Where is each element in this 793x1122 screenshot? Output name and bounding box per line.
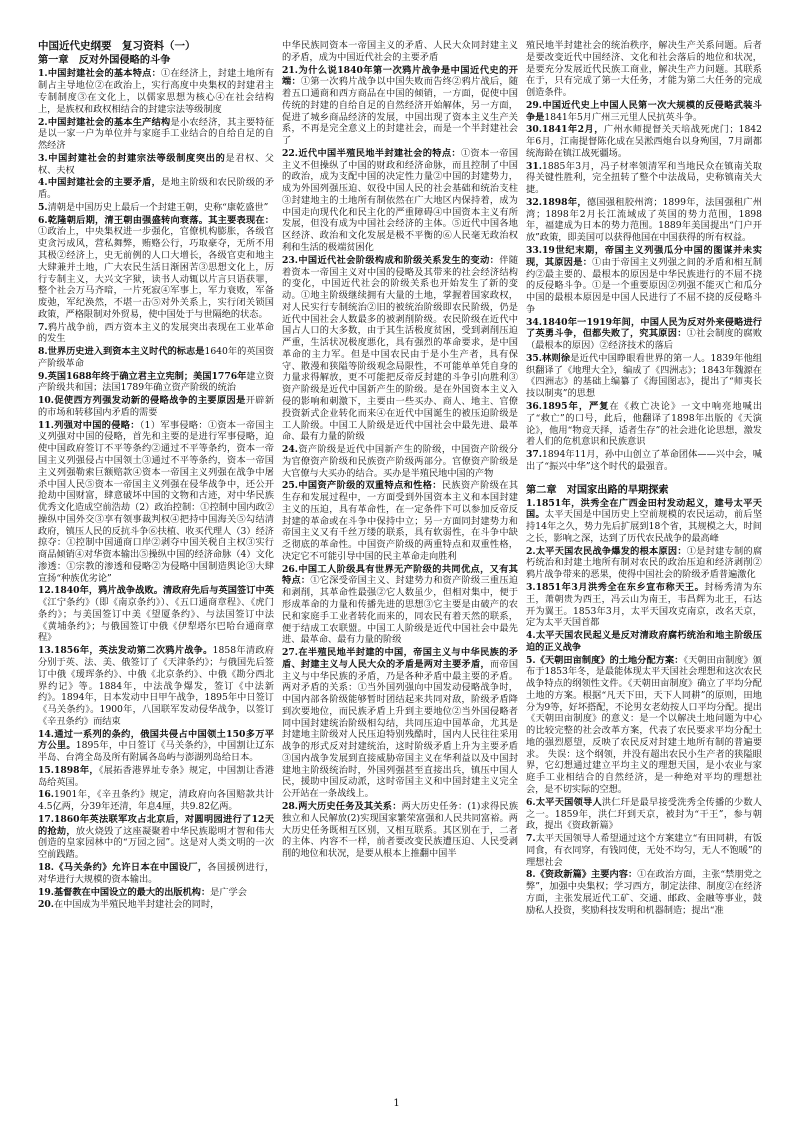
paragraph-heading: 9.英国1688年终于确立君主立宪制；美国1776年 bbox=[38, 370, 247, 382]
paragraph-heading: 30.1841年2月， bbox=[526, 124, 604, 136]
paragraph-text: 广州水师提督关天培战死虎门；1842年6月，江南提督陈化成在吴淞西炮台以身殉国，7月副都统海龄在镇江战死疆场。 bbox=[526, 124, 762, 159]
paragraph-heading: 27.在半殖民地半封建的中国，帝国主义与中华民族的矛盾、封建主义与人民大众的矛盾是两对主要矛盾， bbox=[282, 647, 518, 670]
column-2-body bbox=[282, 40, 518, 860]
paragraph-text: ①在经济上，封建土地所有制占主导地位②在政治上，实行高度中央集权的封建君主专制制度③在文化上，以儒家思想为核心④在社会结构上，是族权和政权相结合的封建宗法等级制度 bbox=[38, 68, 274, 115]
paragraph-heading: 25.中国资产阶级的双重特点和性格： bbox=[282, 480, 442, 492]
paragraph-heading: 2.太平天国农民战争爆发的根本原因： bbox=[526, 545, 687, 557]
paragraph bbox=[38, 814, 274, 861]
paragraph bbox=[526, 498, 762, 545]
paragraph-text: 资产阶级是近代中国新产生的阶级，中国资产阶级分为官僚资产阶级和民族资产阶级两部分。官僚资产阶级是大官僚与大买办的结合。买办是半殖民地中国的产物 bbox=[282, 444, 518, 479]
paragraph-text: 封杨秀清为东王，萧朝贵为西王，冯云山为南王，韦昌辉为北王，石达开为翼王。1853年3月，太平天国攻克南京，改名天京，定为太平天国首都 bbox=[526, 581, 762, 629]
column-2 bbox=[282, 40, 518, 1090]
paragraph-heading: 31. bbox=[526, 160, 542, 172]
paragraph bbox=[526, 582, 762, 629]
paragraph-text: 是广学会 bbox=[210, 886, 247, 898]
paragraph-text: ①政治上，中央集权进一步强化，官僚机构膨胀，各级官吏贪污成风，营私舞弊，贿赂公行，巧取豪夺，无所不用其极②经济上，史无前例的人口大增长，各级官吏和地主大肆兼并土地，广大农民生活日渐困苦③思想文化上，厉行专制主义，大兴文字狱，读书人动辄以片言只语获罪，整个社会万马齐喑，一片死寂④军事上，军力衰败，军备废弛，军纪涣然，不堪一击⑤对外关系上，实行闭关锁国政策，严格限制对外贸易，使中国处于与世隔绝的状态。 bbox=[38, 226, 274, 320]
paragraph-heading: 32.1898年， bbox=[526, 196, 587, 208]
paragraph-heading: 20. bbox=[38, 899, 54, 911]
paragraph bbox=[526, 546, 762, 581]
paragraph-heading: 8.世界历史进入到资本主义时代的标志是 bbox=[38, 346, 205, 358]
section-gap bbox=[526, 474, 762, 484]
column-3 bbox=[526, 40, 762, 1090]
paragraph-heading: 16. bbox=[38, 789, 54, 801]
column-3-body bbox=[526, 40, 762, 916]
paragraph-heading: 24. bbox=[282, 444, 298, 456]
paragraph-heading: 17.1860年英法联军攻占北京后，对圆明园进行了12天的抢劫， bbox=[38, 813, 274, 837]
paragraph bbox=[282, 480, 518, 562]
paragraph bbox=[526, 197, 762, 244]
paragraph bbox=[38, 899, 274, 911]
paragraph bbox=[38, 645, 274, 727]
paragraph-text: 1885年3月，冯子材率领清军和当地民众在镇南关取得关键性胜利，完全扭转了整个中法战局，史称镇南关大捷。 bbox=[526, 160, 762, 196]
paragraph-heading: 37. bbox=[526, 449, 542, 461]
paragraph bbox=[38, 202, 274, 214]
paragraph-text: 在《救亡决论》一文中响亮地喊出了“救亡”的口号，此后，他翻译了1898年出版的《天演论》，他用“物竞天择，适者生存”的社会进化论思想，激发着人们的危机意识和民族意识 bbox=[526, 400, 762, 448]
paragraph bbox=[38, 862, 274, 886]
paragraph bbox=[282, 148, 518, 254]
paragraph-text: ①是封建专制的腐朽统治和封建土地所有制对农民的政治压迫和经济剥削②鸦片战争带来的恶果，使得中国社会的阶级矛盾普遍激化 bbox=[526, 545, 762, 581]
document-title: 中国近代史纲要 复习资料（一） bbox=[38, 40, 196, 52]
paragraph-text: 建立资产阶级共和国；法国1789年确立资产阶级的统治 bbox=[38, 370, 274, 394]
paragraph-heading: 26.中国工人阶级具有世界无产阶级的共同优点，又有其特点： bbox=[282, 563, 518, 587]
paragraph-heading: 12.1840年，鸦片战争战败。清政府先后与英国签订中英 bbox=[38, 585, 274, 597]
paragraph bbox=[526, 655, 762, 796]
paragraph-text: 而帝国主义与中华民族的矛盾，乃是各种矛盾中最主要的矛盾。两对矛盾的关系：①当外国列强向中国发动侵略战争时，中国内部各阶级能够暂时团结起来共同对敌，阶级矛盾降到次要地位，而民族矛盾上升到主要地位②当外国侵略者同中国封建统治阶级相勾结，共同压迫中国革命，尤其是封建地主阶级对人民压迫特别残酷时，国内人民往往采用战争的形式反对封建统治，这时阶级矛盾上升为主要矛盾③国内战争发展到直接威胁帝国主义在华利益以及中国封建地主阶级统治时，外国列强甚至直接出兵，镇压中国人民，援助中国反动派，这时帝国主义和中国封建主义完全公开站在一条战线上。 bbox=[282, 658, 518, 800]
paragraph-text: 开辟新的市场和转移国内矛盾的需要 bbox=[38, 395, 274, 418]
paragraph-text: 是君权、父权、夫权 bbox=[38, 152, 274, 176]
paragraph bbox=[282, 444, 518, 479]
paragraph-heading: 2.中国封建社会的基本生产结构 bbox=[38, 116, 171, 128]
paragraph-heading: 35.林则徐 bbox=[526, 352, 571, 364]
paragraph-heading: 7. bbox=[526, 833, 536, 845]
column-1-body bbox=[38, 68, 274, 911]
paragraph-heading: 28.两大历史任务及其关系： bbox=[282, 801, 402, 812]
paragraph-heading: 4.中国封建社会的主要矛盾， bbox=[38, 177, 162, 189]
paragraph-heading: 1.中国封建社会的基本特点： bbox=[38, 68, 162, 80]
paragraph bbox=[526, 40, 762, 99]
paragraph bbox=[38, 215, 274, 321]
paragraph-text: 殖民地半封建社会的统治秩序，解决生产关系问题。后者是要改变近代中国经济、文化和社会落后的地位和状况，是要充分发展近代民族工商业，解决生产力问题。其联系在于，只有完成了第一大任务，才能为第二大任务的完成创造条件。 bbox=[526, 40, 762, 99]
chapter-1-heading: 第一章 反对外国侵略的斗争 bbox=[38, 54, 171, 67]
document-page bbox=[38, 40, 762, 1090]
paragraph-text: 洪仁玕是最早接受洗秀全传播的少数人之一。1859年，洪仁玕到天京，被封为“干王”，参与朝政，提出《资政新篇》 bbox=[526, 796, 762, 832]
paragraph bbox=[282, 647, 518, 800]
paragraph-heading: 7. bbox=[38, 321, 48, 333]
paragraph-text: 《江宁条约》（即《南京条约》）、《五口通商章程》、《虎门条约》；与美国签订中美《望厦条约》、与法国签订中法《黄埔条约》；与俄国签订中俄《伊犁塔尔巴哈台通商章程》 bbox=[38, 597, 274, 644]
paragraph-text: 是小农经济，其主要特征是以一家一户为单位并与家庭手工业结合的自给自足的自然经济 bbox=[38, 116, 274, 152]
paragraph bbox=[526, 401, 762, 448]
paragraph-heading: 1.1851年，洪秀全在广西金田村发动起义，建号太平天国。 bbox=[526, 497, 762, 521]
paragraph bbox=[282, 40, 518, 64]
paragraph-heading: 21.为什么说1840年第一次鸦片战争是中国近代史的开端： bbox=[282, 64, 518, 88]
paragraph bbox=[38, 346, 274, 370]
paragraph-heading: 6.乾隆朝后期，清王朝由强盛转向衰落。其主要表现在： bbox=[38, 214, 274, 226]
paragraph-heading: 23.中国近代社会阶级构成和阶级关系发生的变动： bbox=[282, 254, 500, 266]
paragraph-heading: 18.《马关条约》允许日本在中国设厂， bbox=[38, 862, 208, 874]
paragraph-heading: 33.19世纪末期，帝国主义列强瓜分中国的图谋并未实现，其原因是： bbox=[526, 245, 762, 268]
paragraph bbox=[38, 395, 274, 419]
paragraph bbox=[38, 765, 274, 789]
paragraph-text: 1640年的英国资产阶级革命 bbox=[38, 346, 274, 369]
paragraph bbox=[38, 322, 274, 346]
paragraph-text: 鸦片战争前，西方资本主义的发展突出表现在工业革命的发生 bbox=[38, 321, 274, 345]
paragraph-text: 民族资产阶级在其生存和发展过程中，一方面受到外国资本主义和本国封建主义的压迫，具有革命性，在一定条件下可以参加反帝反封建的革命或在斗争中保持中立；另一方面同封建势力和帝国主义又有千丝万缕的联系，具有软弱性，在斗争中缺乏彻底的革命性。中国资产阶级的两重特点和双重性格，决定它不可能引导中国的民主革命走向胜利 bbox=[282, 480, 518, 562]
paragraph-heading: 3.1851年3月洪秀全在东乡宣布称天王。 bbox=[526, 581, 705, 593]
paragraph-heading: 6.太平天国领导人 bbox=[526, 796, 602, 808]
paragraph-heading: 5. bbox=[38, 201, 48, 213]
paragraph bbox=[38, 371, 274, 395]
paragraph-text: 1901年，《辛丑条约》规定，清政府向各国赔款共计4.5亿两，分39年还清，年息4厘，共9.82亿两。 bbox=[38, 789, 274, 813]
paragraph-heading: 8.《资政新篇》主要内容： bbox=[526, 869, 638, 881]
paragraph bbox=[38, 585, 274, 644]
paragraph-text: 是地主阶级和农民阶级的矛盾。 bbox=[38, 177, 274, 201]
paragraph bbox=[526, 797, 762, 832]
paragraph-text: 各国援例进行，对华进行大规模的资本输出。 bbox=[38, 862, 274, 885]
paragraph bbox=[38, 420, 274, 585]
paragraph-text: 放火烧毁了这座凝聚着中华民族聪明才智和伟大创造的皇家园林中的“万园之园”。这是对人类文明的一次空前践踏。 bbox=[38, 825, 274, 861]
paragraph bbox=[526, 869, 762, 916]
paragraph-text: 两大历史任务：(1)求得民族独立和人民解放(2)实现国家繁荣富强和人民共同富裕。两大历史任务既相互区别，又相互联系。其区别在于，二者的主体、内容不一样，前者要改变民族遭压迫、人民受剥削的地位和状况，是要从根本上推翻中国半 bbox=[282, 801, 518, 860]
paragraph-heading: 22.近代中国半殖民地半封建社会的特点： bbox=[282, 147, 461, 159]
paragraph-text: 1841年5月广州三元里人民抗英斗争。 bbox=[544, 111, 703, 123]
paragraph-text: 《天朝田亩制度》颁布于1853年冬，是最能体现太平天国社会理想和这次农民战争特点的纲领性文件。《天朝田亩制度》确立了平均分配土地的方案。根据“凡天下田，天下人同耕”的原则，田地分为9等，好坏搭配，不论男女老幼按人口平均分配。提出《天朝田亩制度》的意义：是一个以解决土地问题为中心的比较完整的社会改革方案，代表了农民要求平均分配土地的强烈愿望，反映了农民反对封建土地所有制的普遍要求。 失误：这个纲领，并没有超出农民小生产者的狭隘眼界，它幻想通过建立平均主义的理想天国，是小农业与家庭手工业相结合的自然经济，是一种绝对平均的理想社会，是不切实际的空想。 bbox=[526, 654, 762, 795]
chapter-heading bbox=[526, 484, 762, 497]
paragraph bbox=[282, 564, 518, 646]
paragraph bbox=[38, 153, 274, 177]
paragraph-heading: 29.中国近代史上中国人民第一次大规模的反侵略武装斗争是 bbox=[526, 99, 762, 123]
paragraph bbox=[282, 255, 518, 443]
paragraph-heading: 13.1856年，英法发动第二次鸦片战争。 bbox=[38, 645, 213, 657]
paragraph-text: ①由于帝国主义列强之间的矛盾和相互制约②最主要的、最根本的原因是中华民族进行的不屈不挠的反侵略斗争。①是一个重要原因②列强不能灭亡和瓜分中国的最根本原因是中国人民进行了不屈不挠的反侵略斗争 bbox=[526, 256, 762, 315]
paragraph bbox=[526, 245, 762, 316]
paragraph-heading: 5.《天朝田亩制度》的土地分配方案： bbox=[526, 654, 684, 666]
paragraph-heading: 3.中国封建社会的封建宗法等级制度突出的 bbox=[38, 152, 226, 164]
paragraph-heading: 34.1840年一1919年间，中国人民为反对外来侵略进行了英勇斗争，但都失败了，究其原因： bbox=[526, 316, 762, 340]
paragraph bbox=[526, 630, 762, 654]
paragraph bbox=[38, 68, 274, 115]
paragraph bbox=[38, 789, 274, 813]
paragraph-heading: 第二章 对国家出路的早期探索 bbox=[526, 483, 669, 496]
paragraph-text: ①资本一帝国主义不但操纵了中国的财政和经济命脉，而且控制了中国的政治，成为支配中国的决定性力量②中国的封建势力，成为外国列强压迫、奴役中国人民的社会基础和统治支柱③封建地主的土地所有制依然在广大地区内保持着，成为中国走向现代化和民主化的严重障碍④中国资本主义有所发展，但没有成为中国社会经济的主体。⑤近代中国各地区经济、政治和文化发展是极不平衡的⑥人民毫无政治权利和生活的极端贫困化 bbox=[282, 147, 518, 254]
paragraph bbox=[526, 124, 762, 159]
paragraph-text: ①在政治方面，主张“禁朋党之弊”，加强中央集权；学习西方，制定法律、制度②在经济方面，主张发展近代工矿、交通、邮政、金融等事业，鼓励私人投资，奖励科技发明和机器制造；提出“准 bbox=[526, 869, 762, 916]
paragraph bbox=[526, 100, 762, 124]
paragraph-text: 太平天国是中国历史上空前规模的农民运动，前后坚持14年之久，势力先后扩展到18个省，其规模之大，时间之长，影响之深，达到了历代农民战争的最高峰 bbox=[526, 509, 762, 544]
paragraph-heading: 10.促使西方列强发动新的侵略战争的主要原因是 bbox=[38, 395, 246, 407]
paragraph-text: 《展拓香港界址专条》规定，中国割让香港岛给英国。 bbox=[38, 764, 274, 788]
paragraph bbox=[38, 177, 274, 201]
page-number: 1 bbox=[393, 1098, 400, 1109]
paragraph-text: 清朝是中国历史上最后一个封建王朝，史称“康乾盛世” bbox=[47, 201, 269, 213]
paragraph bbox=[526, 449, 762, 473]
paragraph bbox=[526, 161, 762, 196]
paragraph-heading: 14.通过一系列的条约，俄国共侵占中国领土150多万平方公里。 bbox=[38, 728, 274, 752]
paragraph-heading: 4.太平天国农民起义是反对清政府腐朽统治和地主阶级压迫的正义战争 bbox=[526, 630, 762, 653]
paragraph bbox=[282, 801, 518, 860]
paragraph-text: ①社会制度的腐败（最根本的原因）②经济技术的落后 bbox=[526, 328, 762, 352]
paragraph-text: 1894年11月，孙中山创立了革命团体——兴中会，喊出了“振兴中华”这个时代的最强音。 bbox=[526, 449, 762, 472]
paragraph-text: ①它深受帝国主义、封建势力和资产阶级三重压迫和剥削，其革命性最强②它人数虽少，但相对集中，便于形成革命的力量和传播先进的思想③它主要是由破产的农民和家庭手工业者转化而来的，同农民有着天然的联系，便于结成工农联盟。中国工人阶级是近代中国社会中最先进、最革命、最有力量的阶级 bbox=[282, 575, 518, 646]
paragraph bbox=[38, 887, 274, 899]
paragraph-heading: 11.列强对中国的侵略： bbox=[38, 419, 140, 431]
paragraph-text: 伴随着资本一帝国主义对中国的侵略及其带来的社会经济结构的变化，中国近代社会的阶级关系也开始发生了新的变动。①地主阶级继续拥有大量的土地，掌握着国家政权，对人民实行专制统治②旧的被统治阶级即农民阶级，仍是近代中国社会人数最多的被剥削阶级。农民阶级在近代中国占人口的大多数，由于其生活极度贫困，受到剥削压迫严重，生活状况极度悪化，具有强烈的革命要求，是中国革命的主力军。但是中国农民由于是小生产者，具有保守、散漫和狭隘等阶级观念局限性，不可能单单凭自身的力量求得解放，更不可能把反帝反封建的斗争引向胜利③资产阶级是近代中国新产生的阶级。是在外国资本主义入侵的影响和刺激下，主要由一些买办、商人、地主、官僚投资新式企业转化而来④在近代中国诞生的被压迫阶级是工人阶级。中国工人阶级是近代中国社会中最先进、最革命、最有力量的阶级 bbox=[282, 254, 518, 443]
paragraph-text: 德国强租胶州湾；1899年，法国强租广州湾；1898年2月长江流域成了英国的势力范围，1898年，福建成为日本的势力范围。1889年美国提出“门户开放”政策，即美国可以获得他国在中国获得的所有权益。 bbox=[526, 196, 762, 244]
paragraph bbox=[38, 729, 274, 764]
paragraph-text: 是近代中国睁眼看世界的第一人。1839年他组织翻译了《地理大全》，编成了《四洲志》；1843年魏源在《四洲志》的基础上编纂了《海国图志》，提出了“师夷长技以制夷”的思想 bbox=[526, 352, 762, 400]
paragraph-text: 中华民族同资本一帝国主义的矛盾、人民大众同封建主义的矛盾，成为中国近代社会的主要矛盾 bbox=[282, 40, 518, 63]
paragraph bbox=[282, 65, 518, 147]
paragraph-text: 太平天国领导人希望通过这个方案建立“有田同耕，有饭同食，有衣同穿，有钱同使，无处不均匀，无人不饱暖”的理想社会 bbox=[526, 833, 762, 868]
paragraph-text: ①第一次鸦片战争以中国失败而告终②鸦片战后，随着五口通商和西方商品在中国的倾销，一方面，促使中国传统的封建的自给自足的自然经济开始解体，另一方面，促进了城乡商品经济的发展，中国出现了资本主义生产关系，不再是完全意义上的封建社会，而是一个半封建社会了 bbox=[282, 76, 518, 147]
paragraph-text: 在中国成为半殖民地半封建社会的同时， bbox=[53, 899, 220, 911]
paragraph-heading: 36.1895年，严复 bbox=[526, 400, 610, 412]
paragraph bbox=[38, 117, 274, 152]
paragraph-text: （1）军事侵略：①资本一帝国主义列强对中国的侵略，首先和主要的是进行军事侵略，迫使中国政府签订不平等条约②通过不平等条约，资本一帝国主义列强侵占中国领土③通过不平等条约，资本一帝国主义列强勒索巨额赔款④资本一帝国主义列强在战争中屠杀中国人民⑤资本一帝国主义列强在侵华战争中，还公开抢劫中国财富，肆意破坏中国的文物和古迹，对中华民族优秀文化造成空前浩劫（2）政治控制：①控制中国内政②操纵中国外交③享有领事裁判权④把持中国海关⑤勾结清政府，镇压人民的反抗斗争⑥扶植、收买代理人（3）经济掠夺：①控制中国通商口岸②剥夺中国关税自主权③实行商品倾销④对华资本输出⑤操纵中国的经济命脉（4）文化渗透：①宗教的渗透和侵略②为侵略中国制造舆论③大肆宣扬“种族优劣论” bbox=[38, 419, 274, 584]
paragraph bbox=[526, 353, 762, 400]
paragraph-heading: 15.1898年， bbox=[38, 764, 99, 776]
column-1 bbox=[38, 40, 274, 1090]
paragraph-heading: 19.基督教在中国设立的最大的出版机构： bbox=[38, 886, 211, 898]
paragraph bbox=[526, 833, 762, 868]
paragraph-text: 1858年清政府分别于英、法、美、俄签订了《天津条约》；与俄国先后签订中俄《瑷珲条约》、中俄《北京条约》、中俄《勘分西北界约记》等。1884年，中法战争爆发，签订《中法新约》。1894年，日本发动中日甲午战争，1895年中日签订《马关条约》。1900年，八国联军发动侵华战争，以签订《辛丑条约》而结束 bbox=[38, 645, 274, 727]
paragraph bbox=[526, 317, 762, 352]
paragraph-text: 1895年，中日签订《马关条约》，中国割让辽东半岛、台湾全岛及所有附属各岛屿与澎湖列岛给日本。 bbox=[38, 740, 274, 764]
